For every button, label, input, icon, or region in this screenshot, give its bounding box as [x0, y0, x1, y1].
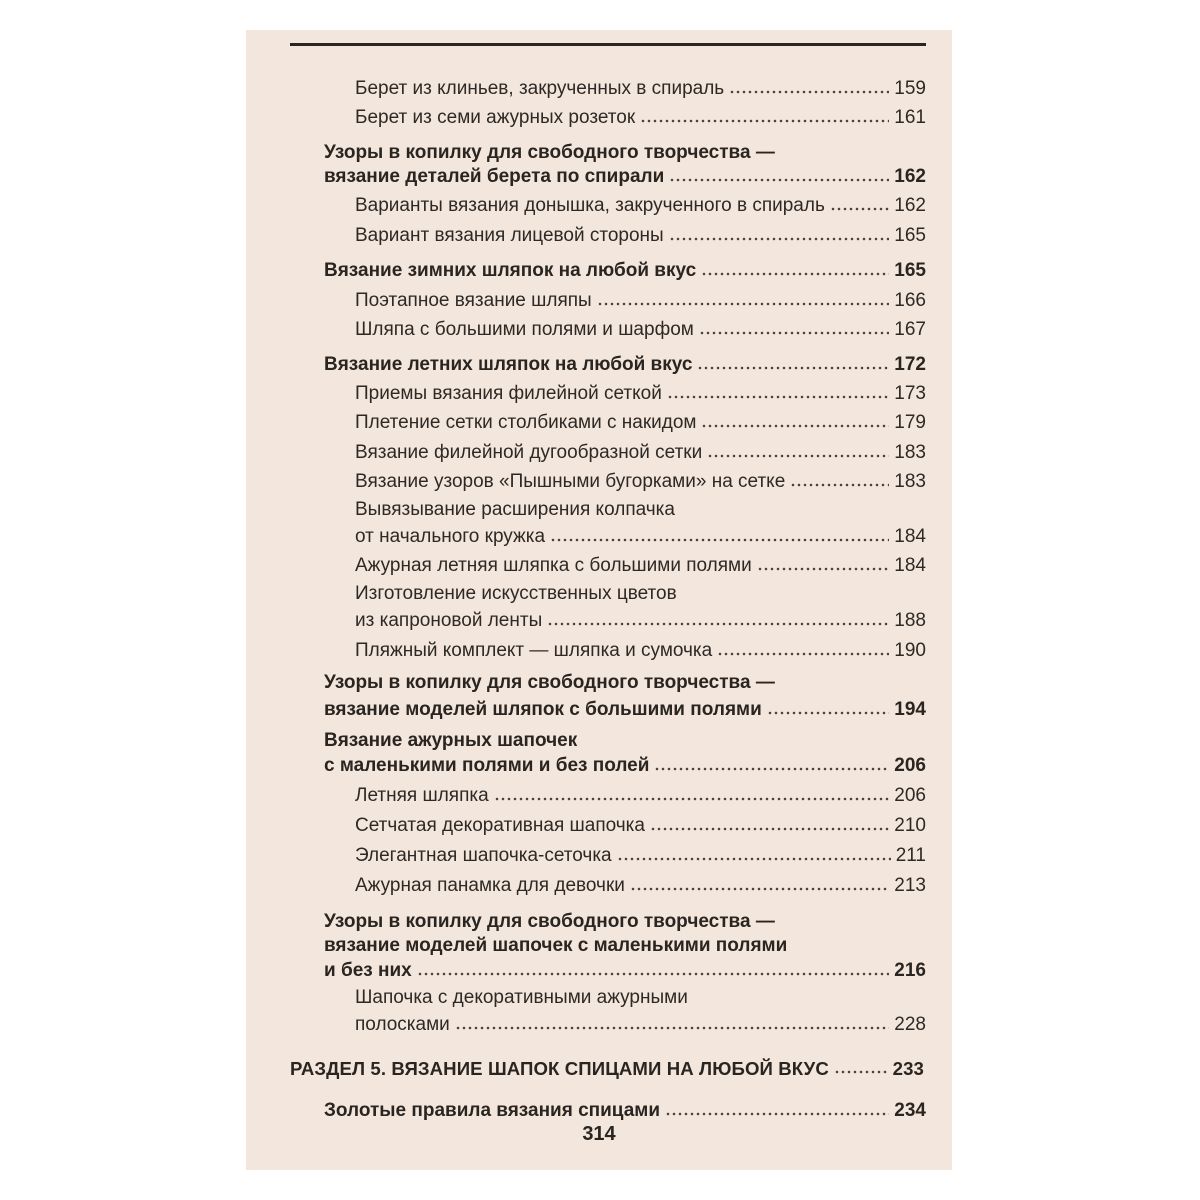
- toc-entry: [355, 1011, 926, 1037]
- toc-entry-title: Вариант вязания лицевой стороны: [355, 225, 664, 246]
- toc-entry: [324, 257, 926, 283]
- toc-entry: [355, 842, 926, 868]
- toc-entry-title: вязание моделей шапочек с маленькими полями: [324, 935, 788, 956]
- dot-leader: [650, 813, 889, 832]
- toc-entry: [324, 671, 926, 695]
- toc-entry-title: и без них: [324, 960, 412, 981]
- toc-entry-title: Поэтапное вязание шляпы: [355, 290, 592, 311]
- dot-leader: [830, 193, 889, 212]
- dot-leader: [455, 1012, 890, 1031]
- toc-entry: [290, 1056, 924, 1081]
- toc-entry-page: 216: [894, 960, 926, 981]
- toc-entry-page: 188: [894, 610, 926, 631]
- dot-leader: [697, 352, 889, 371]
- toc-entry: [355, 287, 926, 313]
- toc-entry: [355, 439, 926, 465]
- toc-entry-title: Плетение сетки столбиками с накидом: [355, 412, 697, 433]
- toc-entry-page: 210: [894, 815, 926, 836]
- toc-entry-title: от начального кружка: [355, 526, 546, 547]
- toc-entry-title: РАЗДЕЛ 5. ВЯЗАНИЕ ШАПОК СПИЦАМИ НА ЛЮБОЙ ВКУС: [290, 1057, 829, 1079]
- dot-leader: [597, 288, 890, 307]
- toc-entry: [355, 523, 926, 549]
- dot-leader: [417, 958, 890, 977]
- toc-entry-page: 162: [894, 195, 926, 216]
- toc-entry: [324, 752, 926, 778]
- toc-entry-title: с маленькими полями и без полей: [324, 755, 650, 776]
- toc-entry-page: 183: [894, 442, 926, 463]
- toc-entry-page: 234: [894, 1100, 926, 1121]
- toc-entry-title: Изготовление искусственных цветов: [355, 583, 677, 604]
- toc-entry: [324, 934, 926, 958]
- dot-leader: [640, 105, 889, 124]
- toc-entry-title: Вязание зимних шляпок на любой вкус: [324, 260, 697, 281]
- toc-entry-page: 190: [894, 640, 926, 661]
- toc-entry: [324, 957, 926, 983]
- toc-entry-title: из капроновой ленты: [355, 610, 543, 631]
- dot-leader: [654, 753, 889, 772]
- toc-entry-title: Вязание филейной дугообразной сетки: [355, 442, 703, 463]
- toc-entry-page: 165: [894, 225, 926, 246]
- dot-leader: [834, 1057, 888, 1076]
- toc-entry-page: 213: [894, 875, 926, 896]
- toc-entry-page: 179: [894, 412, 926, 433]
- dot-leader: [699, 317, 889, 336]
- toc-entry-page: 165: [894, 260, 926, 281]
- dot-leader: [729, 76, 889, 95]
- toc-entry-page: 162: [894, 166, 926, 187]
- dot-leader: [669, 223, 890, 242]
- dot-leader: [790, 469, 889, 488]
- toc-entry: [355, 316, 926, 342]
- toc-entry-title: Шляпа с большими полями и шарфом: [355, 319, 694, 340]
- toc-entry-title: Шапочка с декоративными ажурными: [355, 987, 688, 1008]
- dot-leader: [669, 164, 889, 183]
- toc-entry: [324, 910, 926, 934]
- toc-entry-page: 166: [894, 290, 926, 311]
- toc-entry-title: Узоры в копилку для свободного творчества —: [324, 911, 775, 932]
- dot-leader: [630, 873, 889, 892]
- toc-entry-page: 172: [894, 354, 926, 375]
- toc-entry-title: Вязание узоров «Пышными бугорками» на сетке: [355, 471, 786, 492]
- toc-entry-title: Приемы вязания филейной сеткой: [355, 383, 662, 404]
- toc-entry-title: Вязание летних шляпок на любой вкус: [324, 354, 693, 375]
- dot-leader: [717, 638, 889, 657]
- toc-entry: [324, 163, 926, 189]
- toc-entry-page: 183: [894, 471, 926, 492]
- toc-entry-title: Сетчатая декоративная шапочка: [355, 815, 645, 836]
- toc-entry-title: Берет из семи ажурных розеток: [355, 107, 636, 128]
- toc-entry-title: Элегантная шапочка-сеточка: [355, 845, 612, 866]
- toc-entry-page: 184: [894, 526, 926, 547]
- toc-entry: [355, 872, 926, 898]
- table-of-contents: [246, 30, 952, 1170]
- toc-entry-title: вязание деталей берета по спирали: [324, 166, 665, 187]
- book-page: [246, 30, 952, 1170]
- toc-entry: [324, 351, 926, 377]
- toc-entry: [324, 141, 926, 165]
- toc-entry-title: Золотые правила вязания спицами: [324, 1100, 661, 1121]
- toc-entry-page: 167: [894, 319, 926, 340]
- toc-entry: [355, 782, 926, 808]
- toc-entry: [355, 104, 926, 130]
- dot-leader: [701, 258, 889, 277]
- toc-entry: [355, 582, 926, 606]
- toc-entry-page: 159: [894, 78, 926, 99]
- toc-entry: [355, 409, 926, 435]
- dot-leader: [494, 783, 890, 802]
- toc-entry-page: 233: [892, 1057, 924, 1079]
- toc-entry-title: Вывязывание расширения колпачка: [355, 499, 675, 520]
- dot-leader: [707, 440, 889, 459]
- toc-entry: [355, 75, 926, 101]
- toc-entry-title: Летняя шляпка: [355, 785, 489, 806]
- toc-entry-title: Пляжный комплект — шляпка и сумочка: [355, 640, 713, 661]
- dot-leader: [617, 843, 891, 862]
- toc-entry-page: 161: [894, 107, 926, 128]
- toc-entry-title: Вязание ажурных шапочек: [324, 730, 578, 751]
- dot-leader: [757, 553, 890, 572]
- toc-entry: [355, 380, 926, 406]
- dot-leader: [665, 1098, 889, 1117]
- toc-entry-title: полосками: [355, 1014, 450, 1035]
- toc-entry-page: 173: [894, 383, 926, 404]
- toc-entry: [324, 729, 926, 753]
- toc-entry-page: 194: [894, 699, 926, 720]
- toc-entry-title: Ажурная летняя шляпка с большими полями: [355, 555, 752, 576]
- toc-entry: [355, 222, 926, 248]
- toc-entry: [324, 696, 926, 722]
- toc-entry-title: вязание моделей шляпок с большими полями: [324, 699, 762, 720]
- toc-entry: [355, 498, 926, 522]
- toc-entry-page: 206: [894, 785, 926, 806]
- toc-entry-title: Узоры в копилку для свободного творчества —: [324, 142, 775, 163]
- dot-leader: [547, 608, 889, 627]
- page-number: 314: [582, 1123, 616, 1145]
- toc-entry-title: Берет из клиньев, закрученных в спираль: [355, 78, 725, 99]
- toc-entry: [355, 552, 926, 578]
- toc-entry-page: 184: [894, 555, 926, 576]
- toc-entry: [355, 637, 926, 663]
- toc-entry: [355, 192, 926, 218]
- toc-entry: [355, 607, 926, 633]
- toc-entry: [324, 1097, 926, 1123]
- dot-leader: [701, 410, 889, 429]
- dot-leader: [550, 524, 889, 543]
- toc-entry-page: 206: [894, 755, 926, 776]
- toc-entry: [355, 986, 926, 1010]
- toc-entry-title: Варианты вязания донышка, закрученного в спираль: [355, 195, 825, 216]
- toc-entry-page: 211: [895, 845, 926, 866]
- dot-leader: [667, 381, 889, 400]
- toc-entry-page: 228: [894, 1014, 926, 1035]
- toc-entry-title: Узоры в копилку для свободного творчества —: [324, 672, 775, 693]
- dot-leader: [767, 697, 890, 716]
- toc-entry: [355, 468, 926, 494]
- toc-entry-title: Ажурная панамка для девочки: [355, 875, 625, 896]
- toc-entry: [355, 812, 926, 838]
